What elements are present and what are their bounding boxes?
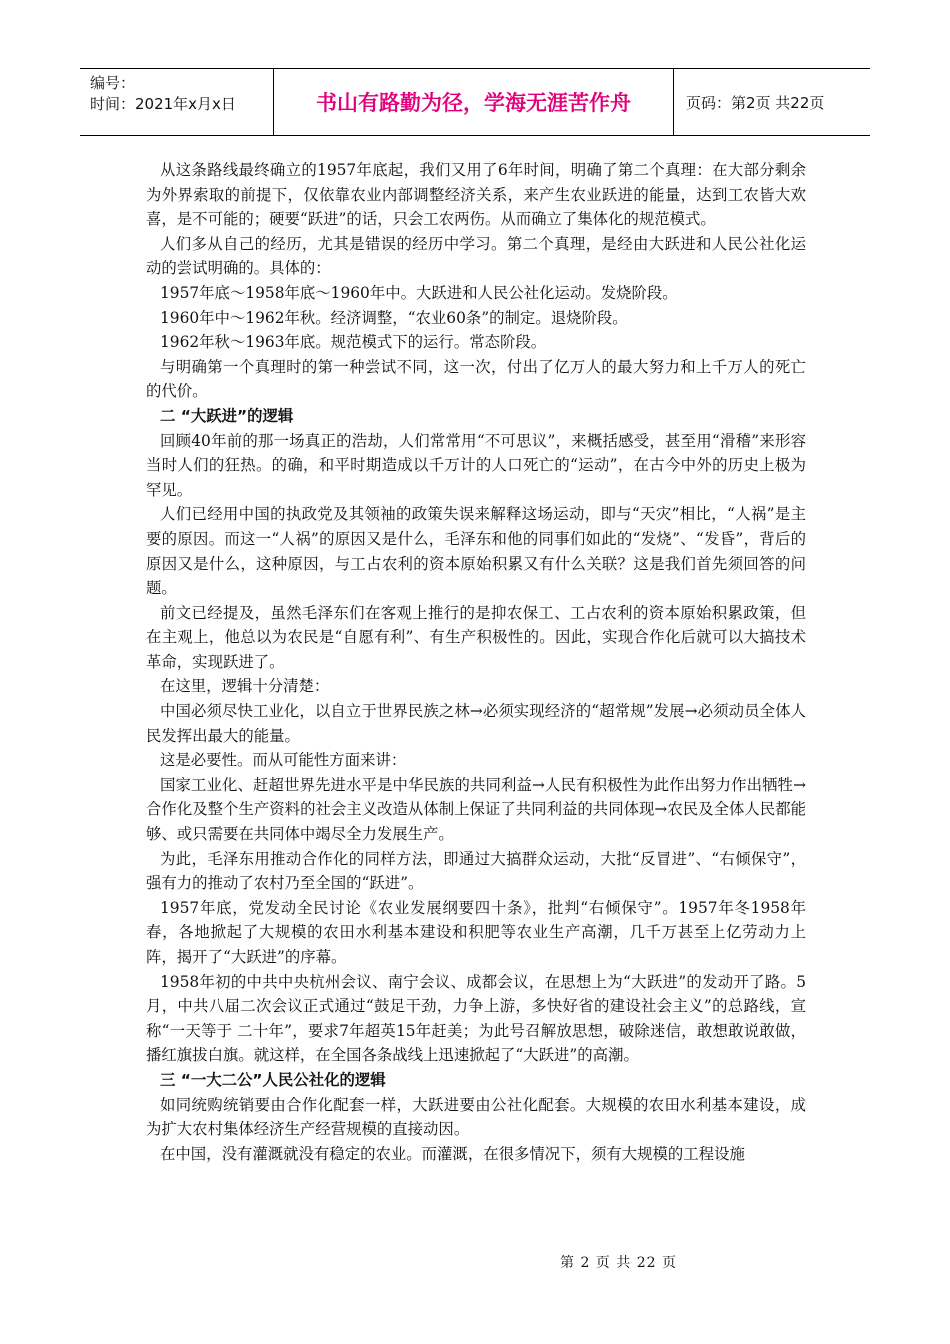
paragraph: 人们多从自己的经历，尤其是错误的经历中学习。第二个真理，是经由大跃进和人民公社化运动的尝试明确的。具体的： (146, 234, 806, 278)
paragraph: 1960年中～1962年秋。经济调整，“农业60条”的制定。退烧阶段。 (160, 308, 628, 327)
header-left-cell (80, 69, 274, 135)
paragraph: 人们已经用中国的执政党及其领袖的政策失误来解释这场运动，即与“天灾”相比，“人祸”是主要的原因。而这一“人祸”的原因又是什么，毛泽东和他的同事们如此的“发烧”、“发昏”，背后的原因又是什么，这种原因，与工占农利的资本原始积累又有什么关联？这是我们首先须回答的问题。 (146, 505, 806, 598)
paragraph: 在中国，没有灌溉就没有稳定的农业。而灌溉，在很多情况下，须有大规模的工程设施 (160, 1144, 745, 1163)
paragraph: 1957年底，党发动全民讨论《农业发展纲要四十条》，批判“右倾保守”。1957年冬1958年春，各地掀起了大规模的农田水利基本建设和积肥等农业生产高潮，几千万甚至上亿劳动力上阵，揭开了“大跃进”的序幕。 (146, 898, 806, 966)
paragraph: 与明确第一个真理时的第一种尝试不同，这一次，付出了亿万人的最大努力和上千万人的死亡的代价。 (146, 357, 806, 401)
paragraph: 中国必须尽快工业化，以自立于世界民族之林→必须实现经济的“超常规”发展→必须动员全体人民发挥出最大的能量。 (146, 702, 806, 745)
motto: 书山有路勤为径，学海无涯苦作舟 (274, 69, 674, 135)
paragraph: 1958年初的中共中央杭州会议、南宁会议、成都会议，在思想上为“大跃进”的发动开了路。5月，中共八届二次会议正式通过“鼓足干劲，力争上游，多快好省的建设社会主义”的总路线，宣称“一天等于 二十年”，要求7年超英15年赶美；为此号召解放思想，破除迷信，敢想敢说敢做，播红旗拔白旗。就这样，在全国各条战线上迅速掀起了“大跃进”的高潮。 (146, 972, 806, 1065)
section-heading: 三 “一大二公”人民公社化的逻辑 (160, 1070, 386, 1089)
paragraph: 在这里，逻辑十分清楚： (160, 677, 330, 696)
paragraph: 如同统购统销要由合作化配套一样，大跃进要由公社化配套。大规模的农田水利基本建设，成为扩大农村集体经济生产经营规模的直接动因。 (146, 1095, 806, 1139)
header-table (80, 68, 870, 136)
page-info: 页码：第2页 共22页 (686, 93, 825, 112)
paragraph: 1957年底～1958年底～1960年中。大跃进和人民公社化运动。发烧阶段。 (160, 283, 678, 302)
time-label: 时间：2021年x月x日 (90, 95, 236, 113)
paragraph: 回顾40年前的那一场真正的浩劫，人们常常用“不可思议”，来概括感受，甚至用“滑稽”来形容当时人们的狂热。的确，和平时期造成以千万计的人口死亡的“运动”，在古今中外的历史上极为罕见。 (146, 431, 806, 499)
paragraph: 为此，毛泽东用推动合作化的同样方法，即通过大搞群众运动，大批“反冒进”、“右倾保守”，强有力的推动了农村乃至全国的“跃进”。 (146, 849, 806, 893)
page-footer: 第 2 页 共 22 页 (560, 1255, 677, 1271)
paragraph: 前文已经提及，虽然毛泽东们在客观上推行的是抑农保工、工占农利的资本原始积累政策，但在主观上，他总以为农民是“自愿有利”、有生产积极性的。因此，实现合作化后就可以大搞技术革命，实现跃进了。 (146, 603, 806, 671)
paragraph: 1962年秋～1963年底。规范模式下的运行。常态阶段。 (160, 333, 547, 352)
paragraph: 这是必要性。而从可能性方面来讲： (160, 751, 407, 770)
document-body (146, 158, 806, 1166)
paragraph: 国家工业化、赶超世界先进水平是中华民族的共同利益→人民有积极性为此作出努力作出牺牲→合作化及整个生产资料的社会主义改造从体制上保证了共同利益的共同体现→农民及全体人民都能够、或只需要在共同体中竭尽全力发展生产。 (146, 775, 806, 844)
number-label: 编号： (90, 74, 136, 92)
paragraph: 从这条路线最终确立的1957年底起，我们又用了6年时间，明确了第二个真理：在大部分剩余为外界索取的前提下，仅依靠农业内部调整经济关系，来产生农业跃进的能量，达到工农皆大欢喜，是不可能的；硬要“跃进”的话，只会工农两伤。从而确立了集体化的规范模式。 (146, 161, 806, 229)
section-heading: 二 “大跃进”的逻辑 (160, 406, 294, 425)
